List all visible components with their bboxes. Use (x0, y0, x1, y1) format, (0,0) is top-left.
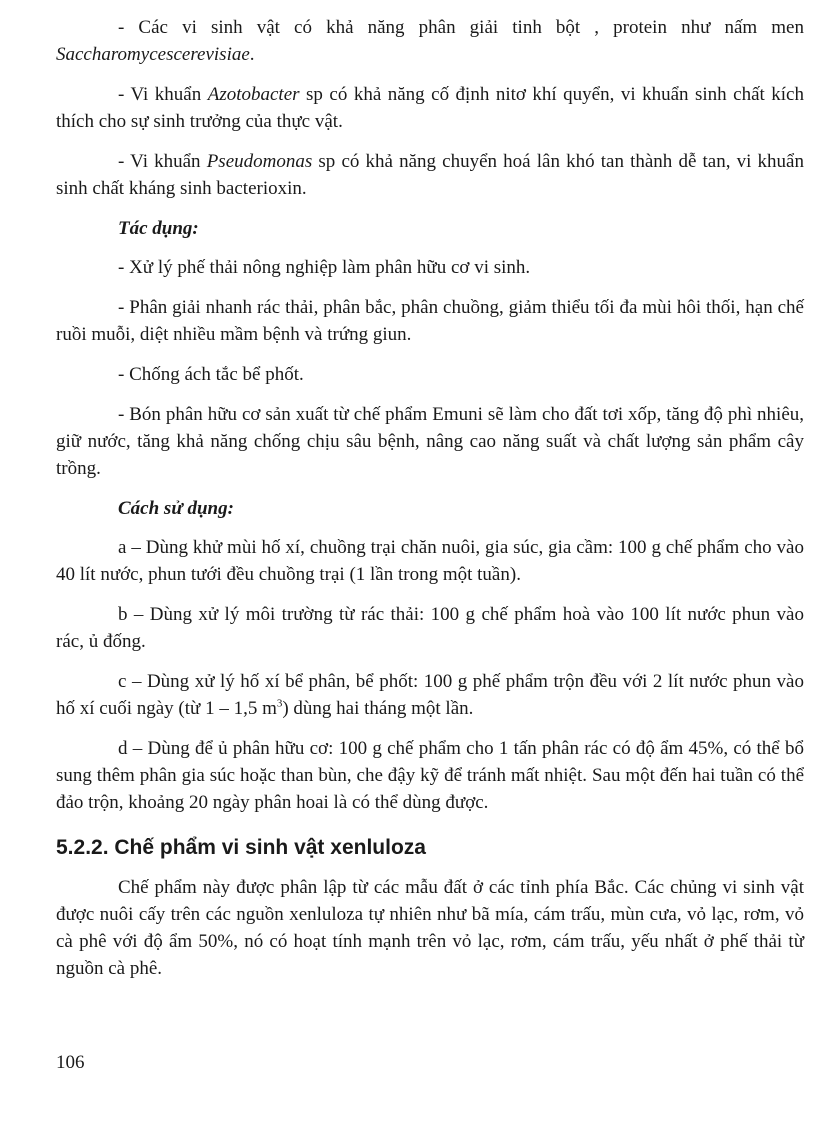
species-name: Azotobacter (207, 84, 300, 105)
page-number: 106 (56, 1052, 85, 1073)
usage-item-b: b – Dùng xử lý môi trường từ rác thải: 100 g chế phẩm hoà vào 100 lít nước phun vào rác, ủ đống. (56, 604, 804, 652)
usage-item-a: a – Dùng khử mùi hố xí, chuồng trại chăn nuôi, gia súc, gia cầm: 100 g chế phẩm cho vào 40 lít nước, phun tưới đều chuồng trại (1 lần trong một tuần). (56, 537, 804, 585)
paragraph-pseudomonas: - Vi khuẩn Pseudomonas sp có khả năng chuyển hoá lân khó tan thành dễ tan, vi khuẩn sinh chất kháng sinh bacterioxin. (56, 151, 804, 199)
effect-item: - Chống ách tắc bể phốt. (118, 364, 304, 385)
heading-effects: Tác dụng: (118, 218, 199, 239)
species-name: Saccharomycescerevisiae (56, 44, 250, 65)
species-name: Pseudomonas (206, 151, 313, 172)
effect-item: - Xử lý phế thải nông nghiệp làm phân hữu cơ vi sinh. (118, 257, 531, 278)
section-paragraph: Chế phẩm này được phân lập từ các mẫu đất ở các tỉnh phía Bắc. Các chủng vi sinh vật được nuôi cấy trên các nguồn xenluloza tự nhiên như bã mía, cám trấu, mùn cưa, vỏ lạc, rơm, vỏ cà phê với độ ẩm 50%, nó có hoạt tính mạnh trên vỏ lạc, rơm, cám trấu, yếu nhất ở phế thải từ nguồn cà phê. (56, 877, 804, 979)
heading-usage: Cách sử dụng: (118, 498, 234, 519)
effect-item: - Phân giải nhanh rác thải, phân bắc, phân chuồng, giảm thiểu tối đa mùi hôi thối, hạn chế ruồi muỗi, diệt nhiều mầm bệnh và trứng giun. (56, 297, 804, 345)
usage-item-c: c – Dùng xử lý hố xí bể phân, bể phốt: 100 g phế phẩm trộn đều với 2 lít nước phun vào hố xí cuối ngày (từ 1 – 1,5 $m^3$) dùng hai tháng một lần. (56, 671, 804, 719)
page-body (56, 14, 804, 995)
effect-item: - Bón phân hữu cơ sản xuất từ chế phẩm Emuni sẽ làm cho đất tơi xốp, tăng độ phì nhiêu, giữ nước, tăng khả năng chống chịu sâu bệnh, nâng cao năng suất và chất lượng sản phẩm cây trồng. (56, 404, 804, 479)
paragraph-yeast: - Các vi sinh vật có khả năng phân giải tinh bột , protein như nấm men Saccharomycescerevisiae. (56, 17, 804, 65)
paragraph-azotobacter: - Vi khuẩn Azotobacter sp có khả năng cố định nitơ khí quyển, vi khuẩn sinh chất kích thích cho sự sinh trưởng của thực vật. (56, 84, 804, 132)
section-heading: 5.2.2. Chế phẩm vi sinh vật xenluloza (56, 836, 426, 859)
usage-item-d: d – Dùng để ủ phân hữu cơ: 100 g chế phẩm cho 1 tấn phân rác có độ ẩm 45%, có thể bổ sung thêm phân gia súc hoặc than bùn, che đậy kỹ để tránh mất nhiệt. Sau một đến hai tuần có thể đảo trộn, khoảng 20 ngày phân hoai là có thể dùng được. (56, 738, 804, 813)
